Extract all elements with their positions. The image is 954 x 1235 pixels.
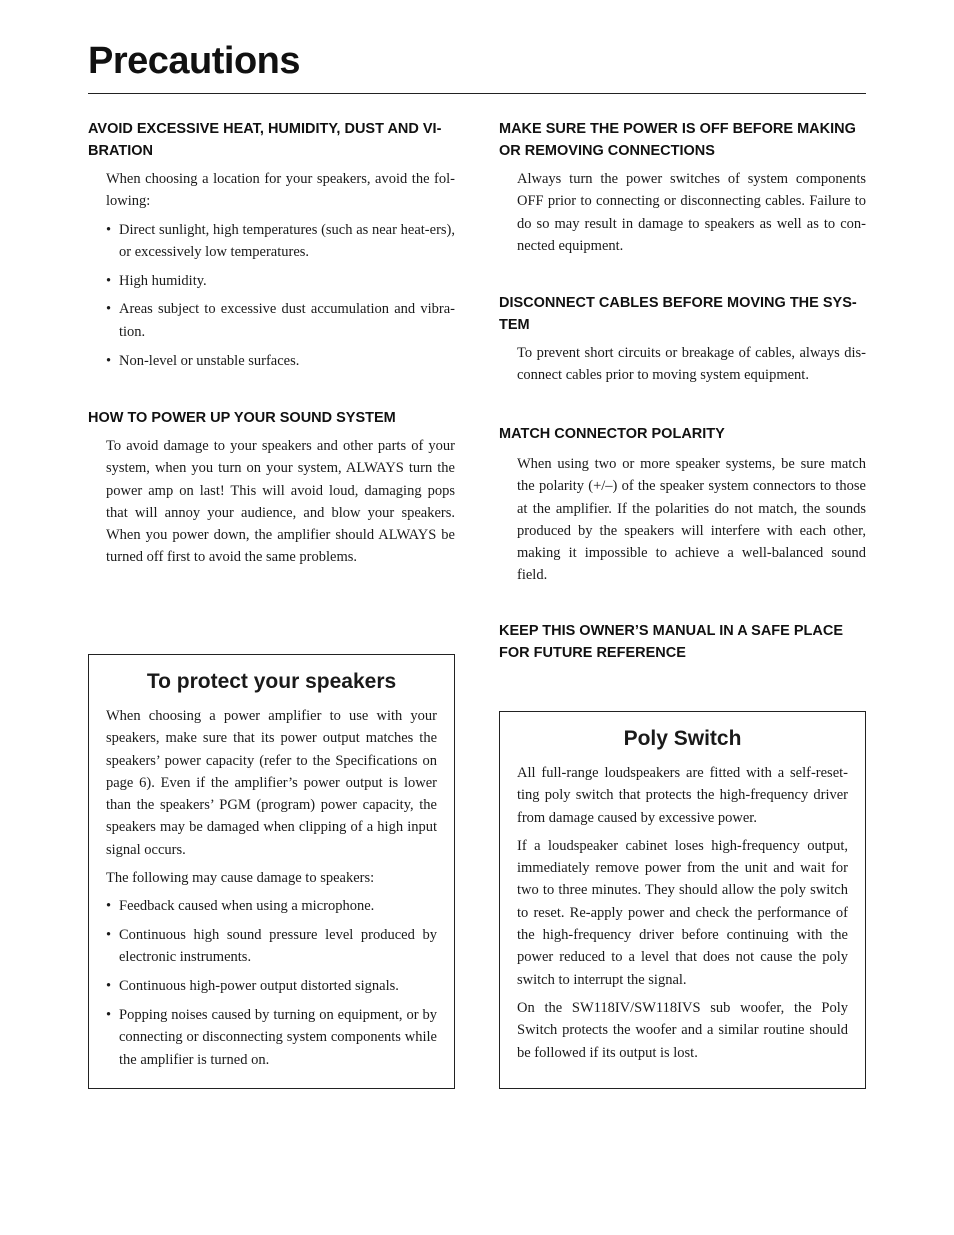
heat-section [88,118,455,378]
page-title: Precautions [88,40,301,82]
list-item: • Continuous high sound pressure level produced by electronic instruments. [106,924,437,969]
disconnect-heading: DISCONNECT CABLES BEFORE MOVING THE SYS-TEM [499,295,857,333]
poly-box-title: Poly Switch [623,727,742,750]
protect-box-title: To protect your speakers [146,670,397,693]
poly-para-2: If a loudspeaker cabinet loses high-frequency output, immediately remove power from the unit and wait for two to three minutes. They should allow the poly switch to reset. Re-apply power and check the performance of the high-frequency driver before continuing with the power reduced to a level that does not cause the poly switch to interrupt the signal. [517,837,848,988]
power-up-heading: HOW TO POWER UP YOUR SOUND SYSTEM [88,410,396,426]
power-up-section [88,407,455,575]
heat-bullet-list [88,219,455,372]
polarity-heading: MATCH CONNECTOR POLARITY [499,426,725,442]
protect-bullet-list [106,895,437,1071]
disconnect-text: To prevent short circuits or breakage of cables, always dis-connect cables prior to moving system equipment. [517,345,866,384]
manual-heading: KEEP THIS OWNER’S MANUAL IN A SAFE PLACE FOR FUTURE REFERENCE [499,623,843,661]
poly-switch-box [499,711,866,1089]
heat-heading: AVOID EXCESSIVE HEAT, HUMIDITY, DUST AND VI-BRATION [88,121,442,159]
disconnect-section [499,292,866,393]
title-divider [88,93,866,94]
list-item: • High humidity. [106,270,455,292]
list-item: • Popping noises caused by turning on equipment, or by connecting or disconnecting system components while the amplifier is turned on. [106,1004,437,1071]
protect-para-1: When choosing a power amplifier to use with your speakers, make sure that its power output matches the speakers’ power capacity (refer to the Specifications on page 6). Even if the amplifier’s power output is lower than the speakers’ PGM (program) power capacity, the speakers may be damaged when clipping of a high input signal occurs. [106,708,437,858]
list-item: • Continuous high-power output distorted signals. [106,975,437,997]
protect-speakers-box [88,654,455,1089]
heat-intro: When choosing a location for your speakers, avoid the fol-lowing: [106,171,455,210]
list-item: • Feedback caused when using a microphone. [106,895,437,917]
protect-para-2: The following may cause damage to speakers: [106,870,375,887]
power-off-section [499,118,866,263]
manual-section [499,620,866,670]
poly-para-1: All full-range loudspeakers are fitted with a self-reset-ting poly switch that protects the high-frequency driver from damage caused by excessive power. [517,765,848,826]
power-off-text: Always turn the power switches of system components OFF prior to connecting or disconnecting cables. Failure to do so may result in damage to speakers as well as to con-nected equipment. [517,171,866,254]
polarity-section [499,423,866,593]
list-item: • Non-level or unstable surfaces. [106,350,455,372]
power-off-heading: MAKE SURE THE POWER IS OFF BEFORE MAKING OR REMOVING CONNECTIONS [499,121,856,159]
power-up-text: To avoid damage to your speakers and other parts of your system, when you turn on your system, ALWAYS turn the power amp on last! This will avoid loud, damaging pops that will annoy your audience, and blow your speakers. When you power down, the amplifier should ALWAYS be turned off first to avoid the same problems. [106,438,455,566]
list-item: • Direct sunlight, high temperatures (such as near heat-ers), or excessively low temperatures. [106,219,455,264]
poly-para-3: On the SW118IV/SW118IVS sub woofer, the Poly Switch protects the woofer and a similar routine should be followed if its output is lost. [517,999,848,1061]
polarity-text: When using two or more speaker systems, be sure match the polarity (+/–) of the speaker system connectors to those at the amplifier. If the polarities do not match, the sounds produced by the speakers will interfere with each other, making it impossible to achieve a well-balanced sound field. [517,456,866,584]
list-item: • Areas subject to excessive dust accumulation and vibra-tion. [106,298,455,343]
